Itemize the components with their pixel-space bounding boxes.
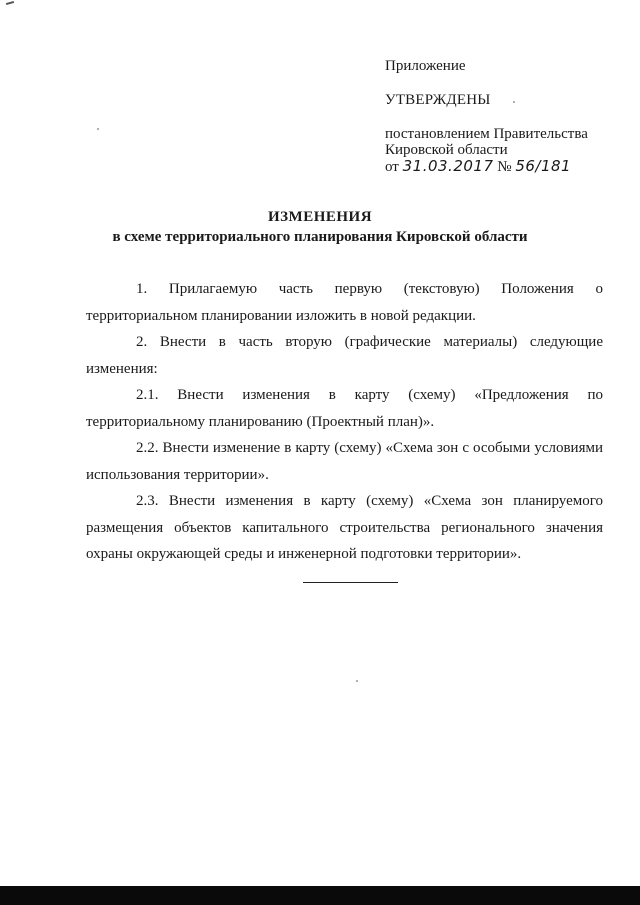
paragraph-2-2: 2.2. Внести изменение в карту (схему) «Схема зон с особыми условиями использования территории». [86, 440, 603, 483]
decree-number: 56/181 [515, 157, 572, 175]
scan-bottom-edge [0, 886, 640, 905]
decree-line-1: постановлением Правительства [385, 126, 588, 142]
paragraph-2-1: 2.1. Внести изменения в карту (схему) «Предложения по территориальному планированию (Проектный план)». [86, 387, 603, 430]
paragraph-1: 1. Прилагаемую часть первую (текстовую) Положения о территориальном планировании изложить в новой редакции. [86, 281, 603, 324]
date-prefix: от [385, 159, 399, 175]
scan-mark [6, 1, 14, 5]
end-divider [303, 582, 398, 583]
number-sign: № [497, 159, 512, 175]
scan-speck [356, 680, 358, 682]
decree-date-row [385, 158, 625, 175]
document-title: ИЗМЕНЕНИЯ [267, 209, 373, 225]
scan-speck [97, 128, 99, 130]
document-body [86, 276, 603, 568]
scan-speck [513, 101, 515, 103]
appendix-label: Приложение [385, 58, 466, 74]
decree-date: 31.03.2017 [402, 157, 494, 175]
document-subtitle: в схеме территориального планирования Кировской области [112, 229, 528, 245]
approval-block [385, 58, 625, 175]
approved-label: УТВЕРЖДЕНЫ [385, 92, 491, 108]
paragraph-2: 2. Внести в часть вторую (графические материалы) следующие изменения: [86, 334, 603, 377]
paragraph-2-3: 2.3. Внести изменения в карту (схему) «Схема зон планируемого размещения объектов капитального строительства регионального значения охраны окружающей среды и инженерной подготовки территории». [86, 493, 603, 562]
decree-line-2: Кировской области [385, 142, 508, 158]
